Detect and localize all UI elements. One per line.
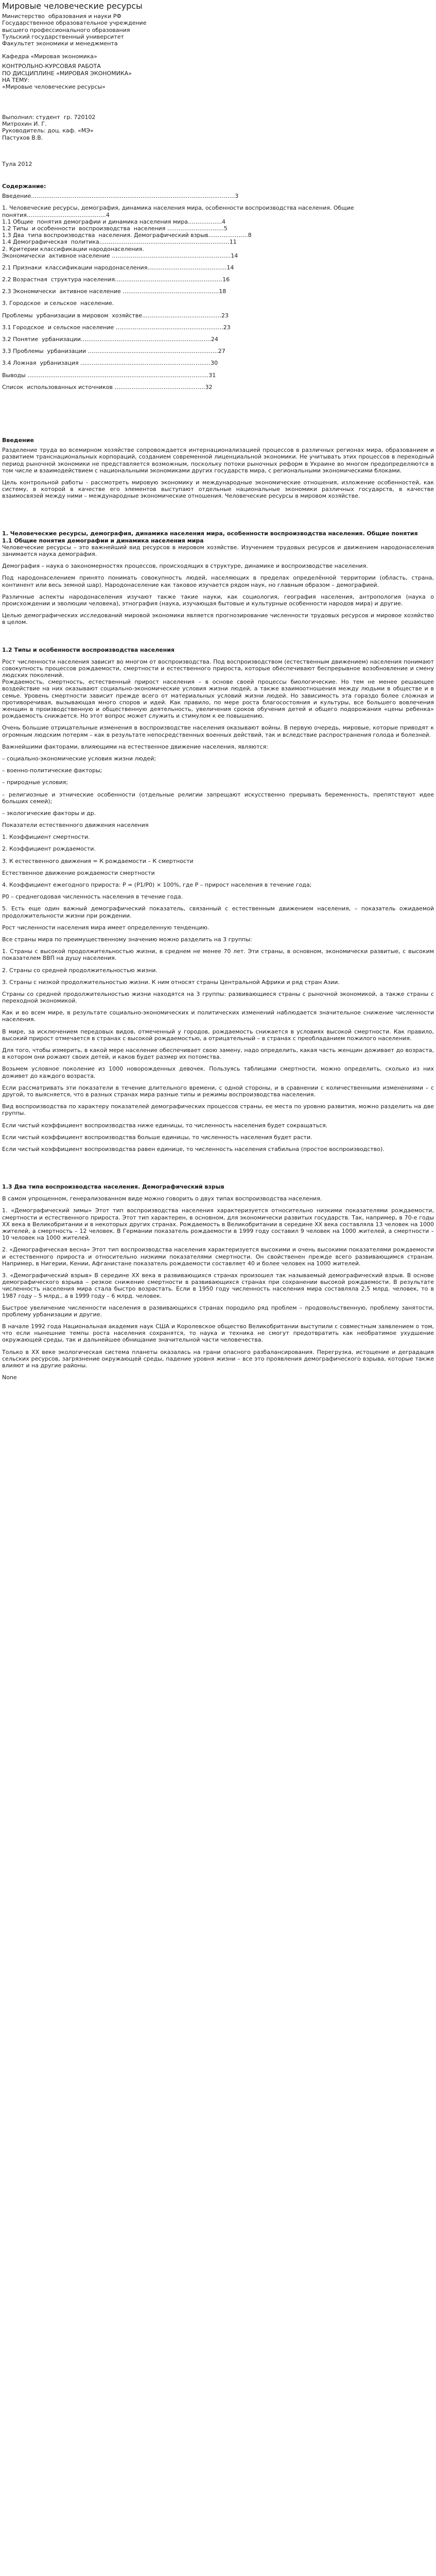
city-year: Тула 2012 bbox=[2, 160, 32, 167]
paragraph: 1. Страны с высокой продолжительностью жизни, в среднем не менее 70 лет. Эти страны, в основном, экономически развитые, с высоким показателем ВВП на душу населения. bbox=[2, 948, 434, 962]
department-line: Кафедра «Мировая экономика» bbox=[2, 53, 97, 60]
paragraph: Показатели естественного движения населения bbox=[2, 822, 149, 829]
page-title: Мировые человеческие ресурсы bbox=[2, 1, 143, 11]
paragraph: 3. Страны с низкой продолжительностью жизни. К ним относят страны Центральной Африки и ряд стран Азии. bbox=[2, 978, 340, 986]
subsection-heading: 1.1 Общие понятия демографии и динамика населения мира bbox=[2, 537, 204, 544]
paragraph: Если чистый коэффициент воспроизводства больше единицы, то численность населения будет расти. bbox=[2, 1133, 312, 1141]
intro-section bbox=[2, 437, 434, 500]
paragraph: Важнейшими факторами, влияющими на естественное движение населения, являются: bbox=[2, 743, 268, 750]
header-line: Государственное образовательное учреждение bbox=[2, 20, 147, 27]
toc-item[interactable]: 3.1 Городское и сельское население …………………………………………………23 bbox=[2, 324, 231, 331]
paragraph: Как и во всем мире, в результате социально-экономических и политических изменений наблюдается значительное снижение численности населения. bbox=[2, 1009, 434, 1023]
toc-item[interactable]: 1.4 Демографическая политика……………………………………………………………11 bbox=[2, 239, 237, 246]
paragraph: В начале 1992 года Национальная академия наук США и Королевское общество Великобритании выступили с совместным заявлением о том, что если нынешние темпы роста населения сохранятся, то наука и техника не смогут предотвратить как необратимое ухудшение окружающей среды, так и дальнейшее обнищание значительной части человечества. bbox=[2, 1323, 434, 1344]
author-line: Выполнил: студент гр. 720102 bbox=[2, 114, 96, 121]
paragraph: Если чистый коэффициент воспроизводства равен единице, то численность населения стабильна (простое воспроизводство). bbox=[2, 1145, 385, 1153]
author-line: Митрохин И. Г. bbox=[2, 121, 47, 128]
paragraph: Целью демографических исследований мировой экономики является прогнозирование численности трудовых ресурсов и мировое хозяйство в целом. bbox=[2, 612, 434, 626]
header-line: Факультет экономики и менеджмента bbox=[2, 40, 118, 47]
paragraph: 2. Коэффициент рождаемости. bbox=[2, 845, 96, 853]
toc-item[interactable]: Экономически активное население ………………………………………………………14 bbox=[2, 252, 238, 259]
toc-item[interactable]: 2.3 Экономически активное население ……………………………………………18 bbox=[2, 288, 226, 295]
footer-text: None bbox=[2, 1374, 17, 1381]
paragraph: – социально-экономические условия жизни людей; bbox=[2, 755, 156, 762]
work-line: ПО ДИСЦИПЛИНЕ «МИРОВАЯ ЭКОНОМИКА» bbox=[2, 70, 132, 77]
paragraph: 5. Есть еще один важный демографический показатель, связанный с естественным движением населения, – показатель ожидаемой продолжительности жизни при рождении. bbox=[2, 905, 434, 919]
paragraph: Только в XX веке экологическая система планеты оказалась на грани опасного разбалансирования. Перегрузка, истощение и деградация сельских ресурсов, загрязнение окружающей среды, падение уровня жизни – все это проявления демографического взрыва, которые также влияют и на другие районы. bbox=[2, 1348, 434, 1369]
paragraph: – религиозные и этнические особенности (отдельные религии запрещают искусственно прерывать беременность, препятствуют идее больших семей); bbox=[2, 791, 434, 805]
paragraph: 2. Страны со средней продолжительностью жизни. bbox=[2, 967, 158, 974]
author-line: Пастухов В.В. bbox=[2, 134, 43, 141]
paragraph: В мире, за исключением передовых видов, отмеченный у городов, рождаемость снижается в условиях высокой смертности. Как правило, высокий прирост отмечается в странах с высокой рождаемостью, а отрицательный – в странах с преобладанием пожилого населения. bbox=[2, 1028, 434, 1042]
toc-item[interactable]: 1.3 Два типа воспроизводства населения. Демографический взрыв…………………8 bbox=[2, 232, 252, 239]
paragraph: 1. «Демографический зимы» Этот тип воспроизводства населения характеризуется относительно низкими показателями рождаемости, смертности и естественного прироста. Этот тип характерен, в основном, для экономически развитых государств. Так, например, в 70-е годы ХХ века в Великобритании и в некоторых других странах. Рождаемость в Великобритании в середине ХХ века составляла 13 человек на 1000 жителей, а смертность – 12 человек. В Германии показатель рождаемости в 1999 году составил 9 человек на 1000 жителей, а смертности – 10 человек на 1000 жителей. bbox=[2, 1207, 434, 1242]
work-line: КОНТРОЛЬНО-КУРСОВАЯ РАБОТА bbox=[2, 63, 101, 70]
header-line: Министерство образования и науки РФ bbox=[2, 13, 121, 20]
paragraph: 2. «Демографическая весна» Этот тип воспроизводства населения характеризуется высокими и очень высокими показателями рождаемости и естественного прироста и относительно низкими показателями смертности. Он свойственен прежде всего развивающимся странам. Например, в Нигерии, Кении, Афганистане показатель рождаемости составляет 40 и более человек на 1000 жителей. bbox=[2, 1246, 434, 1267]
toc-item[interactable]: Проблемы урбанизации в мировом хозяйстве……………………………………23 bbox=[2, 312, 229, 319]
subsection-heading: 1.3 Два типа воспроизводства населения. Демографический взрыв bbox=[2, 1183, 224, 1191]
toc-item[interactable]: 2.2 Возрастная структура населения…………………………………………………16 bbox=[2, 276, 230, 283]
author-block bbox=[2, 114, 434, 141]
paragraph: Различные аспекты народонаселения изучают также такие науки, как социология, география населения, антропология (наука о происхождении и эволюции человека), этнография (наука, изучающая бытовые и культурные особенности народов мира) и другие. bbox=[2, 593, 434, 607]
paragraph: Рост численности населения зависит во многом от воспроизводства. Под воспроизводством (естественным движением) населения понимают совокупность процессов рождаемости, смертности и естественного прироста, которые обеспечивают беспрерывное возобновление и смену людских поколений. bbox=[2, 658, 434, 679]
paragraph: Если рассматривать эти показатели в течение длительного времени, с одной стороны, и в сравнении с количественными изменениями – с другой, то выясняется, что в разных странах мира разные типы и режимы воспроизводства населения. bbox=[2, 1084, 434, 1098]
paragraph: Естественное движение рождаемости смертности bbox=[2, 869, 155, 876]
paragraph: 3. К естественного движения = К рождаемости – К смертности bbox=[2, 857, 194, 865]
paragraph: Рождаемость, смертность, естественный прирост населения – в основе своей процессы биологические. Но тем не менее решающее воздействие на них оказывают социально-экономические условия жизни людей, а также взаимоотношения между людьми в обществе и в семье. Уровень смертности зависит прежде всего от материальных условий жизни людей. Но зависимость эта гораздо более сложная и противоречивая, вызывающая много споров и идей. Как правило, по мере роста благосостояния и культуры, все большего вовлечения женщин в производственную и общественную деятельность, увеличения сроков обучения детей и общего подорожания «цены ребенка» рождаемость снижается. Но этот вопрос может служить и стимулом к ее повышению. bbox=[2, 679, 434, 720]
work-line: НА ТЕМУ: bbox=[2, 76, 29, 83]
paragraph: 3. «Демографический взрыв» В середине ХХ века в развивающихся странах произошел так называемый демографический взрыв. В основе демографического взрыва – резкое снижение смертности в развивающихся странах при сохранении высокой рождаемости. В результате численность населения мира стала быстро возрастать. Если в 1950 году численность населения мира составляла 2,5 млрд. человек, то в 1987 году – 5 млрд., а в 1999 году – 6 млрд. человек. bbox=[2, 1272, 434, 1299]
toc-item[interactable]: Введение………………………………………………………………………………………………3 bbox=[2, 193, 239, 200]
toc-item[interactable]: Список использованных источников …………………………………………32 bbox=[2, 383, 213, 391]
paragraph: Демография – наука о закономерностях процессов, происходящих в структуре, динамике и воспроизводстве населения. bbox=[2, 563, 368, 570]
toc-item[interactable]: Выводы ……………………………………………………………………………………31 bbox=[2, 371, 216, 379]
toc-item[interactable]: 3.4 Ложная урбанизация ……………………………………………………………30 bbox=[2, 360, 218, 367]
section-1 bbox=[2, 530, 434, 1381]
section-heading: Введение bbox=[2, 436, 34, 444]
section-heading: 1. Человеческие ресурсы, демография, динамика населения мира, особенности воспроизводства населения. Общие понятия bbox=[2, 530, 418, 537]
paragraph: Возьмем условное поколение из 1000 новорожденных девочек. Пользуясь таблицами смертности, можно определить, сколько из них доживет до каждого возраста. bbox=[2, 1065, 434, 1079]
toc-item[interactable]: 3. Городское и сельское население. bbox=[2, 300, 114, 307]
header-line: Тульский государственный университет bbox=[2, 33, 124, 40]
paragraph: P0 – среднегодовая численность населения в течение года. bbox=[2, 893, 183, 901]
paragraph: Разделение труда во всемирном хозяйстве сопровождается интернационализацией процессов в различных регионах мира, образованием и развитием транснациональных корпораций, созданием современной лиценциальной экономики. Не учитывать этих процессов в переходный период рыночной экономики не представляется возможным, поскольку потоки рыночных реформ в Украине во многом предопределяются в том числе и взаимодействием с национальными экономиками других государств мира, с региональными экономическими блоками. bbox=[2, 447, 434, 474]
paragraph: Если чистый коэффициент воспроизводства ниже единицы, то численность населения будет сокращаться. bbox=[2, 1122, 328, 1129]
paragraph: Все страны мира по преимущественному значению можно разделить на 3 группы: bbox=[2, 936, 252, 943]
paragraph: 4. Коэффициент ежегодного прироста: P = (P1/P0) × 100%, где P – прирост населения в течение года; bbox=[2, 882, 312, 888]
paragraph: Быстрое увеличение численности населения в развивающихся странах породило ряд проблем – продовольственную, проблему занятости, проблему урбанизации и другие. bbox=[2, 1304, 434, 1318]
paragraph: Для того, чтобы измерить, в какой мере население обеспечивает свою замену, надо определить, какая часть женщин доживает до возраста, в котором они рожают своих детей, и каков будет размер их потомства. bbox=[2, 1047, 434, 1061]
toc-title: Содержание: bbox=[2, 183, 46, 190]
toc-item[interactable]: 1.1 Общие понятия демографии и динамика населения мира………………4 bbox=[2, 218, 226, 225]
paragraph: Очень большие отрицательные изменения в воспроизводстве населения оказывают войны. В первую очередь, мировые, которые приводят к огромным людским потерям – как в результате непосредственных военных действий, так и вследствие распространения голода и болезней. bbox=[2, 724, 434, 738]
paragraph: – экологические факторы и др. bbox=[2, 809, 96, 817]
paragraph: Страны со средней продолжительностью жизни находятся на 3 группы: развивающиеся страны с рыночной экономикой, а также страны с переходной экономикой. bbox=[2, 990, 434, 1005]
paragraph: – природные условия; bbox=[2, 779, 68, 786]
table-of-contents bbox=[2, 183, 434, 391]
ministry-header bbox=[2, 13, 434, 47]
toc-item[interactable]: 3.2 Понятие урбанизации……………………………………………………………24 bbox=[2, 336, 218, 343]
paragraph: Человеческие ресурсы – это важнейший вид ресурсов в мировом хозяйстве. Изучением трудовых ресурсов и движением народонаселения занимается наука демография. bbox=[2, 544, 434, 557]
paragraph: – военно-политические факторы; bbox=[2, 767, 102, 774]
work-line: «Мировые человеческие ресурсы» bbox=[2, 83, 106, 90]
toc-item[interactable]: 1. Человеческие ресурсы, демография, динамика населения мира, особенности воспроизводства населения. Общие понятия……………………………………4 bbox=[2, 205, 356, 218]
toc-item[interactable]: 2. Критерии классификации народонаселения. bbox=[2, 245, 144, 252]
toc-item[interactable]: 2.1 Признаки классификации народонаселения……………………………………14 bbox=[2, 264, 234, 271]
header-line: высшего профессионального образования bbox=[2, 26, 130, 33]
toc-item[interactable]: 3.3 Проблемы урбанизации ……………………………………………………………27 bbox=[2, 348, 225, 355]
subsection-heading: 1.2 Типы и особенности воспроизводства населения bbox=[2, 646, 175, 653]
paragraph: Цель контрольной работы - рассмотреть мировую экономику и международные экономические отношения, изложение особенностей, как систему, в которой в качестве его элементов выступают отдельные национальные экономики различных государств, в качестве взаимосвязей между ними – международные экономические отношения. Человеческие ресурсы в мировом хозяйстве. bbox=[2, 479, 434, 500]
paragraph: В самом упрощенном, генерализованном виде можно говорить о двух типах воспроизводства населения. bbox=[2, 1195, 322, 1202]
paragraph: Вид воспроизводства по характеру показателей демографических процессов страны, ее места по уровню развития, можно разделить на две группы. bbox=[2, 1103, 434, 1117]
paragraph: Рост численности населения мира имеет определенную тенденцию. bbox=[2, 924, 210, 931]
paragraph: 1. Коэффициент смертности. bbox=[2, 834, 90, 841]
author-line: Руководитель: доц. каф. «МЭ» bbox=[2, 127, 94, 134]
toc-item[interactable]: 1.2 Типы и особенности воспроизводства населения …………………………5 bbox=[2, 225, 228, 232]
paragraph: Под народонаселением принято понимать совокупность людей, населяющих в пределах определённой территории (область, страна, континент или весь земной шар). Народонаселение как таковое изучается рядом наук, но главным образом – демографией. bbox=[2, 574, 434, 588]
work-title-block bbox=[2, 63, 434, 90]
